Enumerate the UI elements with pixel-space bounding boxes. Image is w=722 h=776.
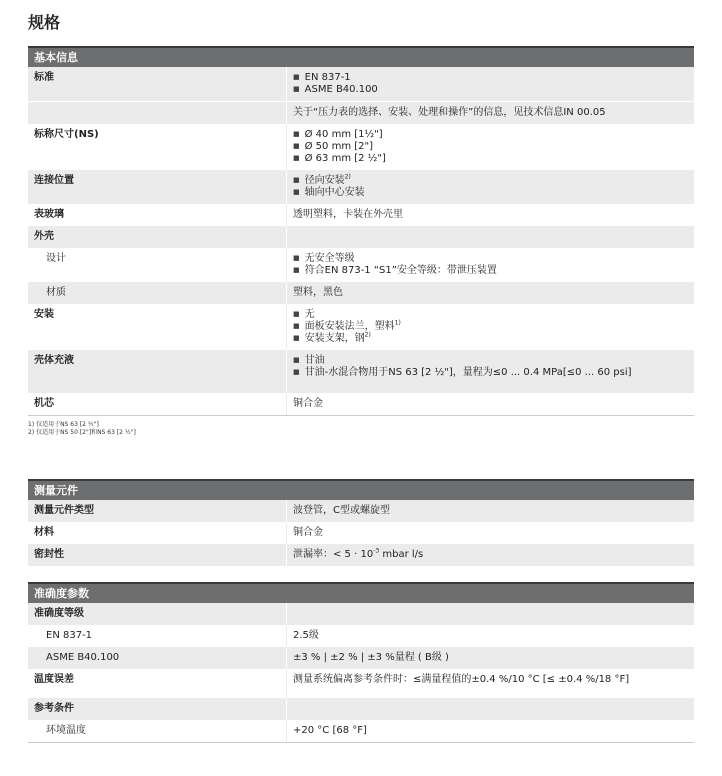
- list-item: ■ Ø 50 mm [2"]: [293, 141, 688, 153]
- item-text: 面板安装法兰，塑料: [304, 321, 395, 332]
- row-asme: [28, 647, 694, 669]
- row-value: +20 °C [68 °F]: [286, 720, 694, 742]
- row-ns: [28, 124, 694, 170]
- row-label: 机芯: [34, 398, 54, 409]
- row-label: 壳体充液: [34, 355, 74, 366]
- list-item: ■ 无安全等级: [293, 253, 688, 265]
- row-value: 关于“压力表的选择、安装、处理和操作”的信息，见技术信息IN 00.05: [286, 102, 694, 124]
- row-ambient: [28, 720, 694, 742]
- row-value: [286, 248, 694, 282]
- row-value: 2.5级: [286, 625, 694, 647]
- row-value: [286, 67, 694, 101]
- basic-info-section: [28, 46, 694, 416]
- section-header-accuracy: 准确度参数: [28, 582, 694, 603]
- measuring-element-section: [28, 479, 694, 566]
- footnote-ref: 1): [394, 319, 401, 327]
- list-item: ■ 甘油: [293, 355, 688, 367]
- row-value: ±3 % | ±2 % | ±3 %量程 ( B级 ): [286, 647, 694, 669]
- row-filling: [28, 350, 694, 393]
- row-value: 铜合金: [286, 393, 694, 415]
- footnote-1: 1) 仅适用于NS 63 [2 ½"]: [28, 421, 99, 428]
- row-label: 温度误差: [34, 674, 74, 685]
- row-value: [286, 170, 694, 204]
- row-label: EN 837-1: [46, 630, 93, 641]
- list-item: ■ 轴向中心安装: [293, 187, 688, 199]
- list-item: [293, 175, 688, 187]
- row-standard-note: [28, 101, 694, 124]
- item-text: 径向安装: [304, 175, 345, 186]
- list-item: ■ Ø 63 mm [2 ½"]: [293, 153, 688, 165]
- row-label: 材质: [46, 287, 66, 298]
- footnotes: [28, 421, 136, 437]
- row-value: 波登管，C型或螺旋型: [286, 500, 694, 522]
- row-value: [286, 304, 694, 350]
- section-header-basic: 基本信息: [28, 46, 694, 67]
- exponent: -3: [373, 547, 380, 555]
- list-item: ■ Ø 40 mm [1½"]: [293, 129, 688, 141]
- footnote-ref: 2): [344, 173, 351, 181]
- row-mounting: [28, 304, 694, 350]
- list-item: [293, 321, 688, 333]
- value-text: 泄漏率：< 5 · 10: [293, 549, 374, 560]
- row-label: 设计: [46, 253, 66, 264]
- row-label: 密封性: [34, 549, 64, 560]
- row-reference: [28, 698, 694, 720]
- row-tightness: [28, 544, 694, 566]
- list-item: ■ 符合EN 873-1 “S1”安全等级：带泄压装置: [293, 265, 688, 277]
- row-label: 表玻璃: [34, 209, 64, 220]
- list-item: ■ EN 837-1: [293, 72, 688, 84]
- footnote-2: 2) 仅适用于NS 50 [2"]和NS 63 [2 ½"]: [28, 429, 136, 436]
- value-unit: mbar l/s: [379, 549, 424, 560]
- accuracy-section: [28, 582, 694, 743]
- row-value: 测量系统偏离参考条件时：≤满量程值的±0.4 %/10 °C [≤ ±0.4 %/18 °F]: [286, 669, 694, 698]
- row-value: [286, 350, 694, 393]
- row-value: 塑料，黑色: [286, 282, 694, 304]
- row-label: 安装: [34, 309, 54, 320]
- item-text: 安装支架，钢: [304, 333, 365, 344]
- row-material: [28, 282, 694, 304]
- row-label: 材料: [34, 527, 54, 538]
- row-label: 外壳: [34, 231, 54, 242]
- row-label: 连接位置: [34, 175, 74, 186]
- row-label: 环境温度: [46, 725, 86, 736]
- row-design: [28, 248, 694, 282]
- list-item: ■ ASME B40.100: [293, 84, 688, 96]
- row-label: 参考条件: [34, 703, 74, 714]
- row-case: [28, 226, 694, 248]
- row-label: 测量元件类型: [34, 505, 94, 516]
- row-standard: [28, 67, 694, 101]
- row-element-type: [28, 500, 694, 522]
- row-movement: [28, 393, 694, 415]
- list-item: ■ 无: [293, 309, 688, 321]
- row-value: [286, 124, 694, 170]
- page-title: 规格: [28, 13, 61, 32]
- row-element-material: [28, 522, 694, 544]
- row-value: 透明塑料，卡装在外壳里: [286, 204, 694, 226]
- row-label: 标称尺寸(NS): [34, 129, 99, 140]
- section-header-measuring: 测量元件: [28, 479, 694, 500]
- row-accuracy-class: [28, 603, 694, 625]
- footnote-ref: 2): [364, 331, 371, 339]
- row-label: 准确度等级: [34, 608, 84, 619]
- row-connection: [28, 170, 694, 204]
- list-item: ■ 甘油-水混合物用于NS 63 [2 ½"]，量程为≤0 ... 0.4 MPa[≤0 ... 60 psi]: [293, 367, 688, 379]
- row-en837: [28, 625, 694, 647]
- row-value: [286, 544, 694, 566]
- row-label: 标准: [34, 72, 54, 83]
- row-temp-error: [28, 669, 694, 698]
- row-glass: [28, 204, 694, 226]
- list-item: [293, 333, 688, 345]
- row-value: 铜合金: [286, 522, 694, 544]
- row-label: ASME B40.100: [46, 652, 120, 663]
